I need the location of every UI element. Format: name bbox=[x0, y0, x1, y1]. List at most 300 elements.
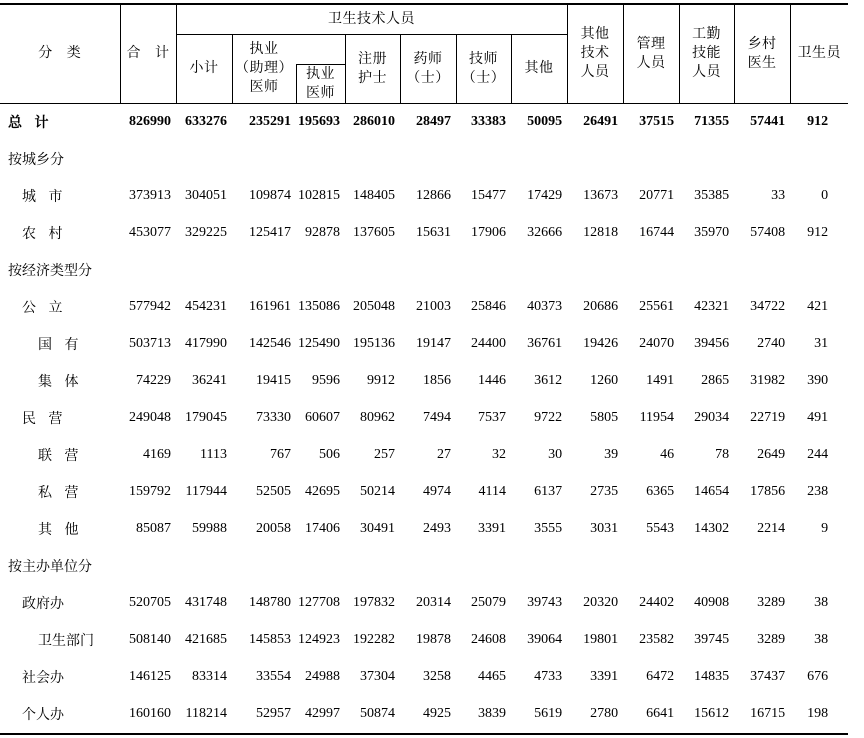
cell-total bbox=[120, 141, 176, 178]
table-row bbox=[0, 215, 848, 252]
cell-other-health-tech: 36761 bbox=[527, 336, 563, 351]
cell-logistics-skilled-workers: 71355 bbox=[694, 114, 730, 129]
table-row bbox=[0, 326, 848, 363]
cell-subtotal: 417990 bbox=[185, 336, 227, 351]
cell-village-doctors bbox=[734, 548, 790, 585]
table-body bbox=[0, 103, 848, 734]
cell-other-technical-staff: 2780 bbox=[567, 696, 623, 734]
cell-other-health-tech: 5619 bbox=[511, 696, 567, 734]
cell-health-workers: 491 bbox=[807, 410, 829, 425]
cell-practicing-physicians: 102815 bbox=[298, 188, 340, 203]
col-header-health-workers-label: 卫生员 bbox=[797, 46, 842, 62]
table-row bbox=[0, 289, 848, 326]
cell-management-staff: 25561 bbox=[639, 299, 675, 314]
cell-other-technical-staff: 1260 bbox=[590, 373, 619, 388]
cell-other-technical-staff: 20320 bbox=[583, 595, 619, 610]
row-label: 总 计 bbox=[8, 116, 49, 131]
cell-management-staff: 46 bbox=[660, 447, 675, 462]
cell-total bbox=[120, 548, 176, 585]
cell-health-workers: 9 bbox=[821, 521, 829, 536]
cell-health-workers: 0 bbox=[821, 188, 829, 203]
col-header-logistics-skilled-workers bbox=[679, 4, 734, 103]
header-line: （助理） bbox=[235, 61, 293, 76]
cell-registered-nurses bbox=[345, 252, 400, 289]
header-line: （士） bbox=[461, 70, 506, 86]
cell-registered-nurses: 197832 bbox=[353, 595, 395, 610]
cell-technicians: 3391 bbox=[478, 521, 506, 536]
cell-total: 373913 bbox=[129, 188, 171, 203]
header-line: 技师 bbox=[469, 51, 498, 67]
cell-logistics-skilled-workers: 35385 bbox=[694, 188, 730, 203]
col-group-health-technical-staff-label: 卫生技术人员 bbox=[328, 11, 416, 27]
cell-total: 508140 bbox=[129, 632, 171, 647]
cell-health-workers bbox=[790, 548, 848, 585]
table-row bbox=[0, 400, 848, 437]
cell-practicing-assistant-physicians: 19415 bbox=[256, 373, 291, 388]
cell-logistics-skilled-workers: 78 bbox=[715, 447, 730, 462]
cell-technicians: 33383 bbox=[471, 114, 506, 129]
cell-other-technical-staff bbox=[567, 548, 623, 585]
cell-village-doctors: 57441 bbox=[750, 114, 786, 129]
cell-village-doctors: 22719 bbox=[750, 410, 786, 425]
table-row bbox=[0, 659, 848, 696]
cell-total: 160160 bbox=[120, 696, 176, 734]
cell-management-staff bbox=[623, 548, 679, 585]
table-row bbox=[0, 437, 848, 474]
row-label: 集 体 bbox=[38, 375, 79, 390]
cell-village-doctors: 2649 bbox=[757, 447, 786, 462]
cell-logistics-skilled-workers: 14835 bbox=[694, 669, 730, 684]
cell-village-doctors: 34722 bbox=[750, 299, 786, 314]
cell-technicians bbox=[456, 141, 511, 178]
cell-registered-nurses: 30491 bbox=[360, 521, 395, 536]
col-header-spacer bbox=[296, 34, 345, 64]
col-header-practicing-assistant-physicians bbox=[232, 34, 296, 103]
col-header-pharmacists bbox=[400, 34, 456, 103]
cell-technicians bbox=[456, 252, 511, 289]
col-header-other-health-tech bbox=[511, 34, 567, 103]
cell-logistics-skilled-workers: 39456 bbox=[694, 336, 730, 351]
col-header-other-technical-staff bbox=[567, 4, 623, 103]
cell-health-workers bbox=[790, 141, 848, 178]
cell-pharmacists: 7494 bbox=[423, 410, 451, 425]
cell-management-staff: 1491 bbox=[646, 373, 675, 388]
cell-practicing-physicians: 60607 bbox=[305, 410, 340, 425]
row-label: 联 营 bbox=[38, 449, 79, 464]
cell-logistics-skilled-workers: 39745 bbox=[694, 632, 730, 647]
cell-pharmacists: 28497 bbox=[416, 114, 451, 129]
row-label: 农 村 bbox=[22, 227, 63, 242]
cell-subtotal: 118214 bbox=[176, 696, 232, 734]
cell-practicing-assistant-physicians: 125417 bbox=[249, 225, 291, 240]
table-row bbox=[0, 585, 848, 622]
cell-health-workers bbox=[790, 252, 848, 289]
cell-other-health-tech: 32666 bbox=[527, 225, 563, 240]
cell-registered-nurses: 257 bbox=[374, 447, 395, 462]
cell-health-workers: 244 bbox=[807, 447, 829, 462]
cell-total: 159792 bbox=[129, 484, 171, 499]
cell-practicing-physicians: 42997 bbox=[296, 696, 345, 734]
cell-pharmacists: 1856 bbox=[423, 373, 451, 388]
col-header-total-label: 合 计 bbox=[126, 46, 170, 62]
cell-total: 577942 bbox=[129, 299, 171, 314]
cell-practicing-physicians bbox=[296, 141, 345, 178]
col-header-subtotal bbox=[176, 34, 232, 103]
cell-other-technical-staff: 20686 bbox=[583, 299, 619, 314]
col-header-category-label: 分 类 bbox=[38, 46, 82, 62]
cell-registered-nurses: 9912 bbox=[367, 373, 395, 388]
cell-technicians: 3839 bbox=[456, 696, 511, 734]
section-row bbox=[0, 252, 848, 289]
cell-registered-nurses bbox=[345, 141, 400, 178]
cell-pharmacists: 20314 bbox=[416, 595, 451, 610]
cell-management-staff: 24070 bbox=[639, 336, 675, 351]
cell-other-technical-staff: 39 bbox=[604, 447, 619, 462]
table-row bbox=[0, 696, 848, 734]
cell-practicing-assistant-physicians: 109874 bbox=[249, 188, 291, 203]
cell-village-doctors: 2740 bbox=[757, 336, 786, 351]
cell-other-technical-staff: 13673 bbox=[583, 188, 619, 203]
cell-registered-nurses: 195136 bbox=[353, 336, 395, 351]
header-line: 医生 bbox=[747, 55, 777, 71]
header-line: 医师 bbox=[306, 85, 335, 101]
col-header-management-staff bbox=[623, 4, 679, 103]
col-header-other-health-tech-label: 其他 bbox=[524, 61, 554, 76]
cell-practicing-assistant-physicians: 145853 bbox=[249, 632, 291, 647]
cell-logistics-skilled-workers bbox=[679, 548, 734, 585]
cell-practicing-physicians: 124923 bbox=[298, 632, 340, 647]
cell-other-health-tech: 39743 bbox=[527, 595, 563, 610]
cell-practicing-assistant-physicians bbox=[232, 548, 296, 585]
cell-health-workers: 38 bbox=[814, 595, 829, 610]
cell-practicing-assistant-physicians: 52505 bbox=[256, 484, 291, 499]
row-label: 公 立 bbox=[22, 301, 63, 316]
cell-practicing-assistant-physicians: 148780 bbox=[249, 595, 291, 610]
cell-practicing-assistant-physicians: 235291 bbox=[249, 114, 291, 129]
header-line: 人员 bbox=[580, 65, 610, 81]
cell-practicing-assistant-physicians bbox=[232, 141, 296, 178]
header-line: 管理 bbox=[636, 36, 666, 52]
cell-technicians: 7537 bbox=[478, 410, 506, 425]
col-header-category bbox=[0, 4, 120, 103]
row-label: 城 市 bbox=[22, 190, 63, 205]
header-line: 人员 bbox=[636, 55, 666, 71]
cell-village-doctors: 2214 bbox=[757, 521, 786, 536]
cell-subtotal: 421685 bbox=[185, 632, 227, 647]
cell-village-doctors bbox=[734, 141, 790, 178]
cell-technicians: 24608 bbox=[471, 632, 506, 647]
cell-total: 4169 bbox=[143, 447, 171, 462]
cell-health-workers: 912 bbox=[807, 225, 829, 240]
header-line: 执业 bbox=[249, 42, 279, 57]
cell-technicians: 4114 bbox=[478, 484, 506, 499]
cell-practicing-assistant-physicians: 142546 bbox=[249, 336, 291, 351]
cell-subtotal: 83314 bbox=[192, 669, 227, 684]
cell-subtotal: 1113 bbox=[200, 447, 227, 462]
cell-management-staff bbox=[623, 141, 679, 178]
col-header-health-workers bbox=[790, 4, 848, 103]
cell-management-staff: 6472 bbox=[646, 669, 675, 684]
cell-technicians: 4465 bbox=[478, 669, 506, 684]
cell-subtotal: 304051 bbox=[185, 188, 227, 203]
section-label: 按主办单位分 bbox=[8, 560, 92, 575]
cell-pharmacists: 19147 bbox=[416, 336, 451, 351]
cell-practicing-physicians: 125490 bbox=[298, 336, 340, 351]
table-row bbox=[0, 474, 848, 511]
cell-practicing-physicians: 135086 bbox=[298, 299, 340, 314]
cell-health-workers: 238 bbox=[807, 484, 829, 499]
cell-total: 826990 bbox=[129, 114, 171, 129]
cell-practicing-physicians: 9596 bbox=[312, 373, 340, 388]
cell-other-technical-staff: 12818 bbox=[583, 225, 619, 240]
cell-registered-nurses bbox=[345, 548, 400, 585]
cell-pharmacists: 12866 bbox=[416, 188, 451, 203]
cell-village-doctors: 33 bbox=[771, 188, 786, 203]
cell-practicing-physicians bbox=[296, 548, 345, 585]
cell-other-technical-staff: 5805 bbox=[590, 410, 619, 425]
cell-total bbox=[120, 252, 176, 289]
cell-logistics-skilled-workers: 14654 bbox=[694, 484, 730, 499]
cell-registered-nurses: 192282 bbox=[353, 632, 395, 647]
col-header-village-doctors bbox=[734, 4, 790, 103]
cell-other-technical-staff: 19801 bbox=[583, 632, 619, 647]
cell-pharmacists: 19878 bbox=[416, 632, 451, 647]
cell-subtotal bbox=[176, 548, 232, 585]
cell-technicians: 32 bbox=[492, 447, 506, 462]
header-line: 技能 bbox=[692, 46, 722, 62]
cell-technicians: 25846 bbox=[471, 299, 506, 314]
cell-registered-nurses: 286010 bbox=[353, 114, 395, 129]
col-group-health-technical-staff bbox=[176, 4, 567, 34]
cell-management-staff: 6641 bbox=[623, 696, 679, 734]
cell-management-staff bbox=[623, 252, 679, 289]
cell-registered-nurses: 137605 bbox=[353, 225, 395, 240]
cell-practicing-physicians: 92878 bbox=[305, 225, 340, 240]
cell-pharmacists bbox=[400, 548, 456, 585]
cell-health-workers: 421 bbox=[807, 299, 829, 314]
cell-subtotal: 454231 bbox=[185, 299, 227, 314]
cell-technicians: 15477 bbox=[471, 188, 506, 203]
cell-practicing-assistant-physicians: 73330 bbox=[256, 410, 291, 425]
cell-other-health-tech: 39064 bbox=[527, 632, 563, 647]
col-header-registered-nurses bbox=[345, 34, 400, 103]
cell-technicians: 1446 bbox=[478, 373, 506, 388]
cell-other-technical-staff: 2735 bbox=[590, 484, 619, 499]
cell-other-health-tech: 50095 bbox=[527, 114, 563, 129]
cell-management-staff: 6365 bbox=[646, 484, 675, 499]
cell-subtotal: 117944 bbox=[185, 484, 227, 499]
cell-pharmacists: 21003 bbox=[416, 299, 451, 314]
cell-other-health-tech: 3612 bbox=[534, 373, 563, 388]
cell-registered-nurses: 205048 bbox=[353, 299, 395, 314]
cell-other-health-tech: 6137 bbox=[534, 484, 563, 499]
cell-technicians: 17906 bbox=[471, 225, 506, 240]
cell-practicing-physicians: 42695 bbox=[305, 484, 340, 499]
cell-village-doctors: 16715 bbox=[734, 696, 790, 734]
cell-total: 503713 bbox=[129, 336, 171, 351]
section-row bbox=[0, 141, 848, 178]
row-label: 国 有 bbox=[38, 338, 79, 353]
header-line: 药师 bbox=[413, 51, 443, 67]
cell-pharmacists: 2493 bbox=[423, 521, 451, 536]
cell-logistics-skilled-workers: 15612 bbox=[679, 696, 734, 734]
cell-subtotal: 179045 bbox=[185, 410, 227, 425]
cell-practicing-assistant-physicians: 33554 bbox=[256, 669, 291, 684]
cell-pharmacists bbox=[400, 141, 456, 178]
total-row bbox=[0, 103, 848, 141]
row-label: 其 他 bbox=[38, 523, 79, 538]
cell-other-technical-staff: 26491 bbox=[583, 114, 619, 129]
cell-subtotal: 633276 bbox=[185, 114, 227, 129]
cell-logistics-skilled-workers: 14302 bbox=[694, 521, 730, 536]
cell-management-staff: 20771 bbox=[639, 188, 675, 203]
cell-pharmacists: 3258 bbox=[423, 669, 451, 684]
cell-other-health-tech bbox=[511, 548, 567, 585]
table-row bbox=[0, 363, 848, 400]
cell-subtotal: 431748 bbox=[185, 595, 227, 610]
cell-village-doctors: 3289 bbox=[757, 595, 786, 610]
cell-total: 249048 bbox=[129, 410, 171, 425]
cell-technicians: 25079 bbox=[471, 595, 506, 610]
col-header-subtotal-label: 小计 bbox=[189, 61, 219, 76]
header-line: 护士 bbox=[358, 70, 387, 86]
cell-other-health-tech: 4733 bbox=[534, 669, 563, 684]
cell-registered-nurses: 50874 bbox=[345, 696, 400, 734]
col-header-practicing-physicians bbox=[296, 64, 345, 103]
cell-other-health-tech bbox=[511, 252, 567, 289]
cell-village-doctors: 57408 bbox=[750, 225, 786, 240]
health-staff-statistics-table bbox=[0, 3, 848, 735]
cell-village-doctors: 31982 bbox=[750, 373, 786, 388]
cell-pharmacists: 27 bbox=[437, 447, 451, 462]
cell-village-doctors: 37437 bbox=[750, 669, 786, 684]
cell-subtotal: 329225 bbox=[185, 225, 227, 240]
cell-practicing-assistant-physicians bbox=[232, 252, 296, 289]
header-line: 医师 bbox=[249, 80, 279, 95]
cell-practicing-assistant-physicians: 20058 bbox=[256, 521, 291, 536]
table-header bbox=[0, 4, 848, 103]
cell-other-health-tech: 9722 bbox=[534, 410, 563, 425]
table-row bbox=[0, 511, 848, 548]
row-label: 卫生部门 bbox=[38, 634, 94, 649]
cell-other-health-tech: 3555 bbox=[534, 521, 563, 536]
table-row bbox=[0, 178, 848, 215]
cell-registered-nurses: 50214 bbox=[360, 484, 395, 499]
cell-total: 85087 bbox=[136, 521, 171, 536]
cell-management-staff: 24402 bbox=[639, 595, 675, 610]
cell-other-technical-staff: 19426 bbox=[583, 336, 619, 351]
row-label: 个人办 bbox=[0, 696, 120, 734]
cell-total: 146125 bbox=[129, 669, 171, 684]
cell-subtotal: 59988 bbox=[192, 521, 227, 536]
cell-pharmacists: 4974 bbox=[423, 484, 451, 499]
cell-other-technical-staff: 3031 bbox=[590, 521, 619, 536]
header-line: 其他 bbox=[580, 27, 610, 43]
row-label: 政府办 bbox=[22, 597, 64, 612]
cell-practicing-assistant-physicians: 52957 bbox=[232, 696, 296, 734]
cell-registered-nurses: 148405 bbox=[353, 188, 395, 203]
cell-practicing-assistant-physicians: 767 bbox=[270, 447, 291, 462]
section-label: 按城乡分 bbox=[8, 153, 64, 168]
cell-total: 453077 bbox=[129, 225, 171, 240]
cell-health-workers: 38 bbox=[814, 632, 829, 647]
cell-total: 520705 bbox=[129, 595, 171, 610]
table-row bbox=[0, 622, 848, 659]
section-label: 按经济类型分 bbox=[8, 264, 92, 279]
header-line: 注册 bbox=[358, 51, 387, 67]
header-line: 执业 bbox=[306, 66, 335, 82]
header-line: 工勤 bbox=[692, 27, 722, 43]
cell-other-health-tech: 40373 bbox=[527, 299, 563, 314]
header-line: 人员 bbox=[692, 65, 722, 81]
cell-management-staff: 11954 bbox=[639, 410, 675, 425]
cell-practicing-physicians: 127708 bbox=[298, 595, 340, 610]
cell-other-health-tech: 17429 bbox=[527, 188, 563, 203]
cell-technicians bbox=[456, 548, 511, 585]
cell-pharmacists: 4925 bbox=[400, 696, 456, 734]
cell-practicing-physicians: 506 bbox=[319, 447, 340, 462]
cell-subtotal bbox=[176, 141, 232, 178]
row-label: 私 营 bbox=[38, 486, 79, 501]
header-line: 乡村 bbox=[747, 36, 777, 52]
header-line: （士） bbox=[406, 70, 450, 86]
cell-management-staff: 5543 bbox=[646, 521, 675, 536]
cell-other-health-tech: 30 bbox=[548, 447, 563, 462]
cell-logistics-skilled-workers: 40908 bbox=[694, 595, 730, 610]
cell-pharmacists: 15631 bbox=[416, 225, 451, 240]
cell-other-health-tech bbox=[511, 141, 567, 178]
cell-health-workers: 198 bbox=[790, 696, 848, 734]
cell-management-staff: 37515 bbox=[639, 114, 675, 129]
cell-total: 74229 bbox=[136, 373, 171, 388]
cell-village-doctors: 17856 bbox=[750, 484, 786, 499]
cell-subtotal: 36241 bbox=[192, 373, 227, 388]
cell-practicing-physicians: 195693 bbox=[298, 114, 340, 129]
cell-other-technical-staff bbox=[567, 252, 623, 289]
cell-health-workers: 390 bbox=[807, 373, 829, 388]
cell-management-staff: 16744 bbox=[639, 225, 675, 240]
cell-logistics-skilled-workers: 29034 bbox=[694, 410, 730, 425]
cell-subtotal bbox=[176, 252, 232, 289]
cell-logistics-skilled-workers bbox=[679, 252, 734, 289]
cell-logistics-skilled-workers: 42321 bbox=[694, 299, 730, 314]
header-line: 技术 bbox=[580, 46, 610, 62]
cell-registered-nurses: 80962 bbox=[360, 410, 395, 425]
cell-village-doctors: 3289 bbox=[757, 632, 786, 647]
cell-management-staff: 23582 bbox=[639, 632, 675, 647]
cell-practicing-physicians bbox=[296, 252, 345, 289]
cell-other-technical-staff bbox=[567, 141, 623, 178]
col-header-total bbox=[120, 4, 176, 103]
cell-logistics-skilled-workers: 35970 bbox=[694, 225, 730, 240]
cell-practicing-physicians: 17406 bbox=[305, 521, 340, 536]
cell-practicing-assistant-physicians: 161961 bbox=[249, 299, 291, 314]
cell-pharmacists bbox=[400, 252, 456, 289]
cell-logistics-skilled-workers bbox=[679, 141, 734, 178]
cell-other-technical-staff: 3391 bbox=[590, 669, 619, 684]
section-row bbox=[0, 548, 848, 585]
cell-village-doctors bbox=[734, 252, 790, 289]
cell-health-workers: 676 bbox=[807, 669, 829, 684]
cell-health-workers: 912 bbox=[807, 114, 829, 129]
cell-logistics-skilled-workers: 2865 bbox=[701, 373, 730, 388]
row-label: 社会办 bbox=[22, 671, 64, 686]
cell-practicing-physicians: 24988 bbox=[305, 669, 340, 684]
col-header-technicians bbox=[456, 34, 511, 103]
cell-technicians: 24400 bbox=[471, 336, 506, 351]
cell-health-workers: 31 bbox=[814, 336, 829, 351]
row-label: 民 营 bbox=[22, 412, 63, 427]
